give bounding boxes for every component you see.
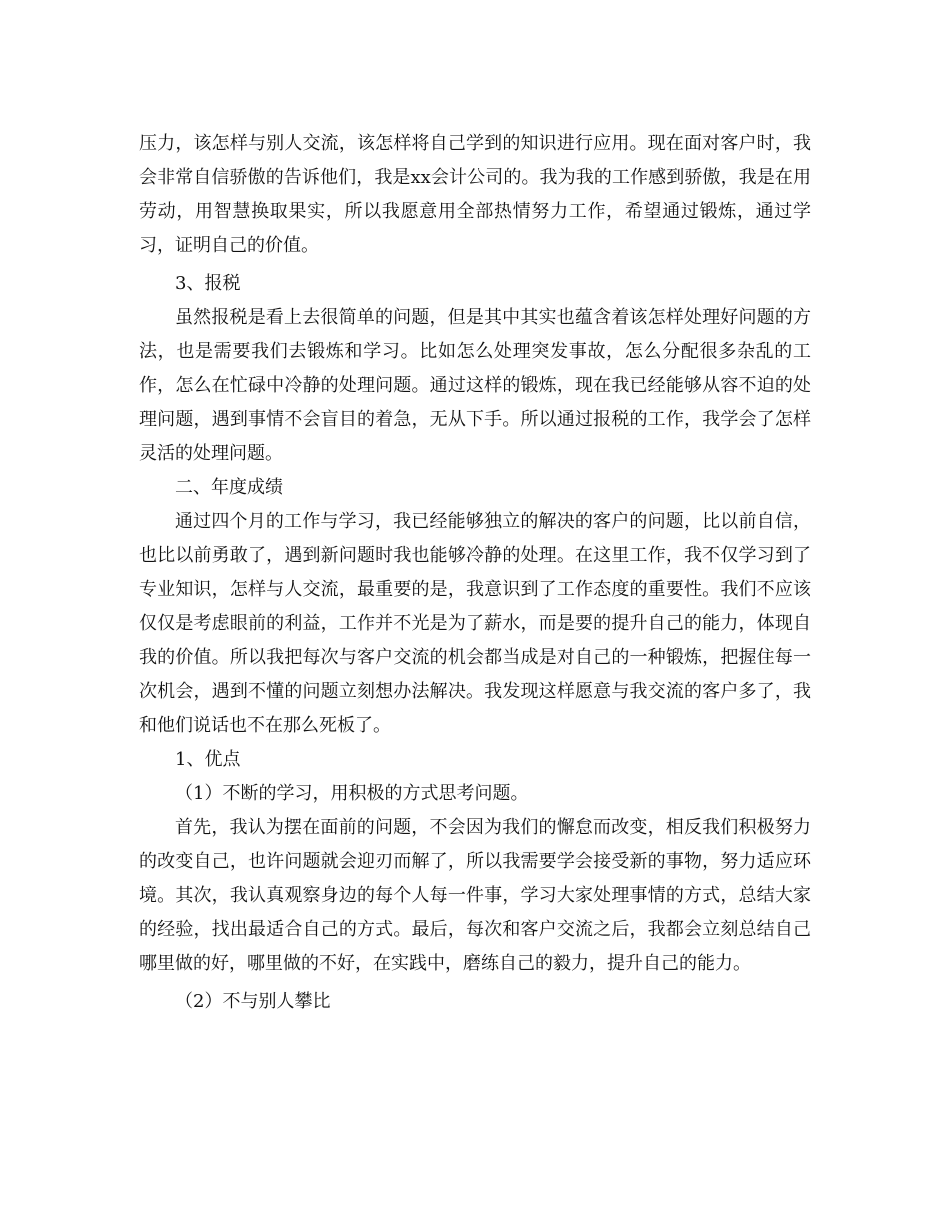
subheading-no-comparison: （2）不与别人攀比: [175, 991, 331, 1012]
paragraph-tax-filing: 虽然报税是看上去很简单的问题，但是其中其实也蕴含着该怎样处理好问题的方法，也是需要我们去锻炼和学习。比如怎么处理突发事故，怎么分配很多杂乱的工作，怎么在忙碌中冷静的处理问题。通过这样的锻炼，现在我已经能够从容不迫的处理问题，遇到事情不会盲目的着急，无从下手。所以通过报税的工作，我学会了怎样灵活的处理问题。: [139, 307, 811, 464]
paragraph-continuous-learning: 首先，我认为摆在面前的问题，不会因为我们的懈怠而改变，相反我们积极努力的改变自己，也许问题就会迎刃而解了，所以我需要学会接受新的事物，努力适应环境。其次，我认真观察身边的每个人每一件事，学习大家处理事情的方式，总结大家的经验，找出最适合自己的方式。最后，每次和客户交流之后，我都会立刻总结自己哪里做的好，哪里做的不好，在实践中，磨练自己的毅力，提升自己的能力。: [139, 817, 811, 974]
paragraph-intro-continuation: 压力，该怎样与别人交流，该怎样将自己学到的知识进行应用。现在面对客户时，我会非常自信骄傲的告诉他们，我是xx会计公司的。我为我的工作感到骄傲，我是在用劳动，用智慧换取果实，所以我愿意用全部热情努力工作，希望通过锻炼，通过学习，证明自己的价值。: [139, 133, 811, 256]
heading-tax-filing: 3、报税: [175, 273, 241, 294]
heading-strengths: 1、优点: [175, 749, 241, 770]
heading-annual-results: 二、年度成绩: [175, 477, 283, 498]
paragraph-annual-results: 通过四个月的工作与学习，我已经能够独立的解决的客户的问题，比以前自信，也比以前勇敢了，遇到新问题时我也能够冷静的处理。在这里工作，我不仅学习到了专业知识，怎样与人交流，最重要的是，我意识到了工作态度的重要性。我们不应该仅仅是考虑眼前的利益，工作并不光是为了薪水，而是要的提升自己的能力，体现自我的价值。所以我把每次与客户交流的机会都当成是对自己的一种锻炼，把握住每一次机会，遇到不懂的问题立刻想办法解决。我发现这样愿意与我交流的客户多了，我和他们说话也不在那么死板了。: [139, 511, 811, 736]
subheading-continuous-learning: （1）不断的学习，用积极的方式思考问题。: [175, 783, 529, 804]
document-body: [139, 127, 811, 1019]
